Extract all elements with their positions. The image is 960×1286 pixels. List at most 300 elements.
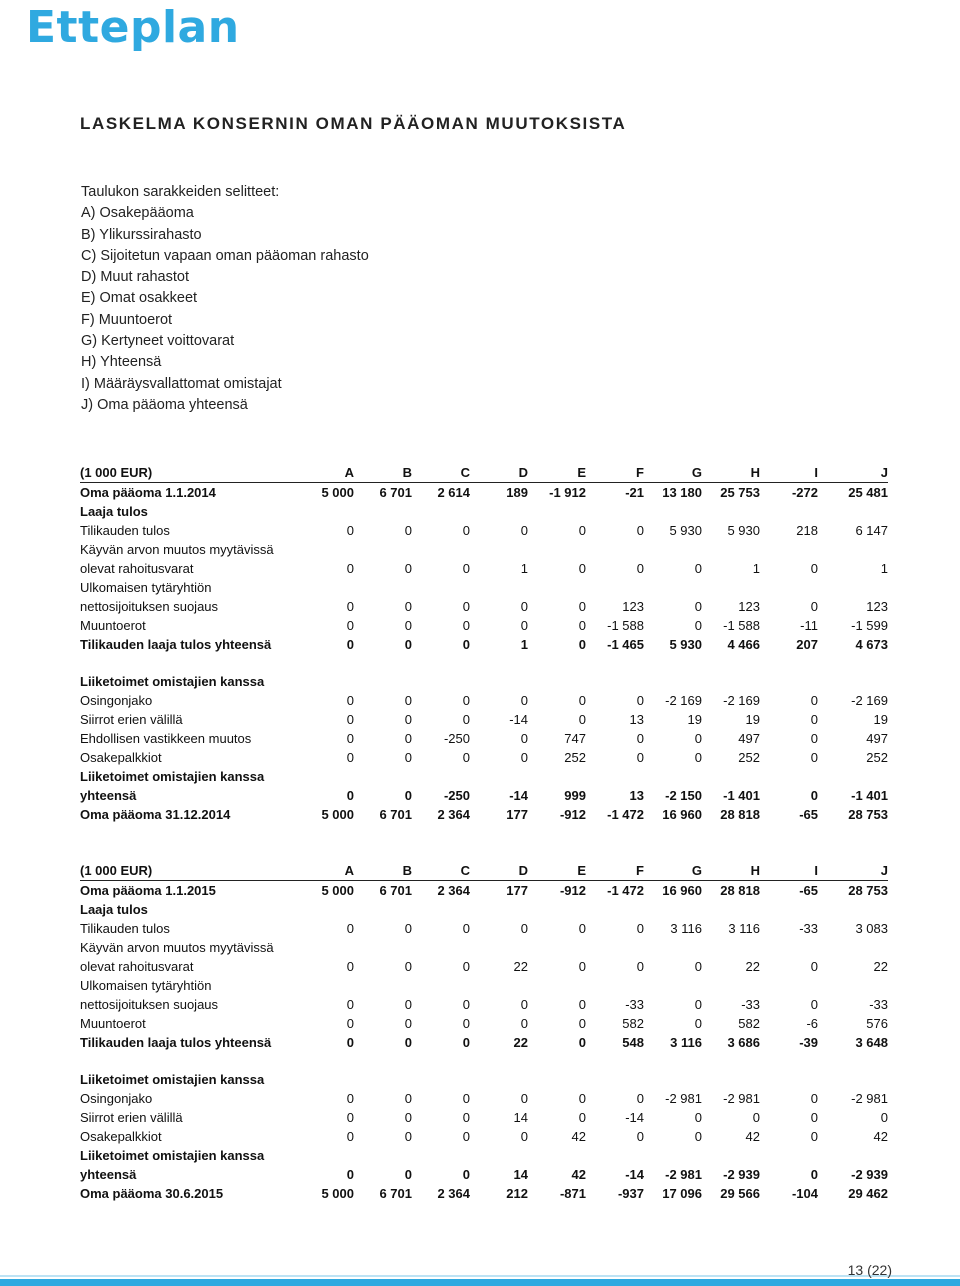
cell-value [354, 502, 412, 521]
cell-value: 747 [564, 731, 586, 746]
legend-item-f: F) Muuntoerot [81, 311, 173, 328]
cell-value: -2 981 [665, 1167, 702, 1182]
cell-value: 3 116 [670, 921, 702, 936]
cell-value [760, 1146, 818, 1165]
cell-value: 0 [462, 1129, 470, 1144]
cell-value: 13 [629, 788, 644, 803]
cell-value [528, 502, 586, 521]
cell-value: -2 150 [665, 788, 702, 803]
cell-value: 0 [578, 712, 586, 727]
cell-value: 0 [636, 959, 644, 974]
cell-value: -6 [806, 1016, 818, 1031]
row-label: Tilikauden tulos [80, 921, 170, 936]
header-col-e: E [528, 463, 586, 483]
cell-value: 22 [513, 1035, 528, 1050]
cell-value: 0 [578, 693, 586, 708]
cell-value: 4 673 [855, 637, 888, 652]
cell-value [644, 1070, 702, 1089]
cell-value [298, 540, 354, 559]
cell-value: 0 [880, 1110, 888, 1125]
cell-value: 0 [636, 693, 644, 708]
table-row [80, 521, 888, 540]
cell-value: 123 [622, 599, 644, 614]
cell-value [354, 976, 412, 995]
cell-value: 0 [810, 712, 818, 727]
cell-value: 0 [810, 1091, 818, 1106]
footer-divider-light [0, 1275, 960, 1277]
cell-value: 0 [636, 523, 644, 538]
cell-value: 0 [578, 523, 586, 538]
cell-value: -21 [625, 485, 644, 500]
cell-value: 0 [346, 1129, 354, 1144]
row-label: Tilikauden laaja tulos yhteensä [80, 637, 272, 652]
row-label: Osingonjako [80, 1091, 153, 1106]
row-label: Oma pääoma 1.1.2015 [80, 883, 216, 898]
cell-value: 0 [520, 997, 528, 1012]
cell-value: 218 [796, 523, 818, 538]
cell-value [586, 672, 644, 691]
row-label: Oma pääoma 31.12.2014 [80, 807, 231, 822]
cell-value [412, 976, 470, 995]
legend-item-g: G) Kertyneet voittovarat [81, 333, 235, 350]
cell-value: 0 [462, 1035, 470, 1050]
cell-value [702, 578, 760, 597]
cell-value: 0 [462, 618, 470, 633]
cell-value: 0 [578, 997, 586, 1012]
cell-value: 0 [404, 1110, 412, 1125]
cell-value [702, 900, 760, 919]
cell-value: 252 [738, 750, 760, 765]
cell-value: -2 981 [723, 1091, 760, 1106]
cell-value: 3 116 [670, 1035, 702, 1050]
cell-value: 19 [873, 712, 888, 727]
cell-value [760, 767, 818, 786]
cell-value [528, 672, 586, 691]
cell-value [818, 1146, 888, 1165]
cell-value: 0 [404, 523, 412, 538]
row-label: Muuntoerot [80, 618, 146, 633]
row-label: Oma pääoma 1.1.2014 [80, 485, 216, 500]
cell-value: -1 472 [607, 883, 644, 898]
cell-value: 0 [520, 1129, 528, 1144]
table-row [80, 1070, 888, 1089]
cell-value [298, 767, 354, 786]
cell-value: 28 818 [720, 807, 760, 822]
cell-value: 0 [636, 561, 644, 576]
cell-value: 0 [694, 599, 702, 614]
cell-value: 0 [810, 693, 818, 708]
cell-value [528, 900, 586, 919]
cell-value: 0 [404, 750, 412, 765]
cell-value [586, 976, 644, 995]
cell-value: -250 [443, 788, 470, 803]
cell-value: 0 [404, 1129, 412, 1144]
row-label: Laaja tulos [80, 902, 148, 917]
cell-value: 19 [687, 712, 702, 727]
cell-value [760, 938, 818, 957]
page-title: LASKELMA KONSERNIN OMAN PÄÄOMAN MUUTOKSISTA [80, 114, 627, 133]
cell-value: 207 [796, 637, 818, 652]
cell-value: 5 000 [321, 485, 354, 500]
row-label: Siirrot erien välillä [80, 712, 183, 727]
cell-value [354, 578, 412, 597]
cell-value: 28 753 [848, 883, 888, 898]
cell-value [760, 502, 818, 521]
cell-value: 0 [462, 523, 470, 538]
table-row [80, 559, 888, 578]
cell-value [586, 938, 644, 957]
cell-value [644, 1146, 702, 1165]
cell-value: -1 465 [607, 637, 644, 652]
cell-value [412, 502, 470, 521]
cell-value [818, 502, 888, 521]
row-label: Oma pääoma 30.6.2015 [80, 1186, 224, 1201]
cell-value: -272 [791, 485, 818, 500]
cell-value: 582 [738, 1016, 760, 1031]
cell-value: 3 686 [727, 1035, 760, 1050]
etteplan-logo: Etteplan [26, 2, 240, 53]
cell-value [412, 540, 470, 559]
table-row [80, 502, 888, 521]
cell-value [354, 672, 412, 691]
cell-value: -33 [799, 921, 818, 936]
cell-value [644, 976, 702, 995]
cell-value: 5 930 [669, 523, 702, 538]
cell-value [702, 502, 760, 521]
cell-value [412, 900, 470, 919]
legend-item-d: D) Muut rahastot [81, 269, 189, 286]
table-row [80, 767, 888, 786]
table-row [80, 748, 888, 767]
cell-value: 0 [578, 561, 586, 576]
table-row [80, 672, 888, 691]
row-label: olevat rahoitusvarat [80, 959, 194, 974]
column-legend [81, 182, 369, 416]
cell-value: 0 [404, 561, 412, 576]
cell-value [702, 976, 760, 995]
cell-value: 29 462 [848, 1186, 888, 1201]
cell-value: 1 [880, 561, 888, 576]
header-col-j: J [818, 861, 888, 881]
cell-value: 42 [571, 1129, 586, 1144]
cell-value: 0 [462, 1091, 470, 1106]
cell-value: -39 [799, 1035, 818, 1050]
cell-value [470, 938, 528, 957]
cell-value: 0 [694, 731, 702, 746]
legend-item-j: J) Oma pääoma yhteensä [81, 396, 248, 413]
header-col-h: H [702, 861, 760, 881]
cell-value [412, 938, 470, 957]
cell-value [528, 976, 586, 995]
cell-value: 582 [622, 1016, 644, 1031]
row-label: Ulkomaisen tytäryhtiön [80, 580, 212, 595]
cell-value: 0 [520, 599, 528, 614]
cell-value: 212 [506, 1186, 528, 1201]
cell-value: -1 401 [723, 788, 760, 803]
table-row [80, 786, 888, 805]
legend-item-h: H) Yhteensä [81, 354, 162, 371]
cell-value: 0 [520, 1091, 528, 1106]
cell-value: 0 [462, 693, 470, 708]
cell-value: 576 [866, 1016, 888, 1031]
header-col-b: B [354, 463, 412, 483]
cell-value: 0 [752, 1110, 760, 1125]
cell-value: 0 [578, 959, 586, 974]
cell-value: -871 [559, 1186, 586, 1201]
cell-value: -2 169 [851, 693, 888, 708]
table-row [80, 900, 888, 919]
cell-value: 0 [404, 921, 412, 936]
cell-value: 13 [629, 712, 644, 727]
cell-value [470, 1146, 528, 1165]
table-row [80, 1165, 888, 1184]
cell-value: 13 180 [662, 485, 702, 500]
spacer-row [80, 1052, 888, 1070]
cell-value [354, 1146, 412, 1165]
cell-value: 0 [636, 750, 644, 765]
cell-value [528, 578, 586, 597]
cell-value: 14 [513, 1167, 528, 1182]
cell-value: 0 [462, 599, 470, 614]
cell-value [470, 767, 528, 786]
row-label: Osakepalkkiot [80, 750, 162, 765]
cell-value: 0 [462, 1167, 470, 1182]
row-label: Ehdollisen vastikkeen muutos [80, 731, 252, 746]
cell-value [644, 540, 702, 559]
cell-value: 0 [404, 959, 412, 974]
cell-value: 0 [346, 712, 354, 727]
cell-value: 123 [866, 599, 888, 614]
cell-value [760, 1070, 818, 1089]
cell-value: 0 [404, 1091, 412, 1106]
cell-value [818, 976, 888, 995]
row-label: Siirrot erien välillä [80, 1110, 183, 1125]
header-col-h: H [702, 463, 760, 483]
cell-value: 0 [810, 1129, 818, 1144]
cell-value: 0 [694, 959, 702, 974]
cell-value [702, 1070, 760, 1089]
table-row [80, 919, 888, 938]
cell-value: 0 [520, 523, 528, 538]
cell-value: 0 [346, 921, 354, 936]
cell-value: 0 [694, 750, 702, 765]
cell-value: 0 [578, 637, 586, 652]
legend-item-i: I) Määräysvallattomat omistajat [81, 375, 282, 392]
cell-value: 0 [462, 750, 470, 765]
equity-changes-table-2014 [80, 463, 888, 824]
cell-value: -11 [800, 618, 818, 633]
cell-value [470, 900, 528, 919]
legend-item-b: B) Ylikurssirahasto [81, 226, 202, 243]
cell-value: 0 [810, 599, 818, 614]
cell-value: 0 [404, 1167, 412, 1182]
table-row [80, 1146, 888, 1165]
cell-value: 5 000 [321, 1186, 354, 1201]
cell-value: 0 [810, 750, 818, 765]
table-row [80, 729, 888, 748]
cell-value: 0 [346, 561, 354, 576]
cell-value [702, 672, 760, 691]
row-label: Ulkomaisen tytäryhtiön [80, 978, 212, 993]
cell-value: -1 588 [607, 618, 644, 633]
cell-value: 0 [520, 618, 528, 633]
row-label: Osingonjako [80, 693, 153, 708]
row-label: olevat rahoitusvarat [80, 561, 194, 576]
cell-value: 0 [346, 618, 354, 633]
cell-value [470, 540, 528, 559]
legend-heading: Taulukon sarakkeiden selitteet: [81, 184, 280, 200]
cell-value [528, 1070, 586, 1089]
cell-value [528, 767, 586, 786]
header-col-c: C [412, 463, 470, 483]
cell-value: 0 [346, 788, 354, 803]
cell-value [644, 578, 702, 597]
cell-value: 0 [810, 561, 818, 576]
cell-value: -14 [625, 1110, 644, 1125]
cell-value: -2 169 [665, 693, 702, 708]
cell-value [586, 1070, 644, 1089]
cell-value: 22 [873, 959, 888, 974]
cell-value: 5 930 [669, 637, 702, 652]
cell-value: -14 [509, 788, 528, 803]
table-row [80, 483, 888, 503]
cell-value: 0 [636, 731, 644, 746]
cell-value [298, 578, 354, 597]
cell-value: 0 [694, 561, 702, 576]
cell-value: 123 [738, 599, 760, 614]
cell-value: -14 [509, 712, 528, 727]
cell-value [818, 938, 888, 957]
cell-value: 0 [578, 921, 586, 936]
table-row [80, 635, 888, 654]
cell-value: 1 [752, 561, 760, 576]
cell-value [644, 767, 702, 786]
cell-value [644, 900, 702, 919]
cell-value: -912 [559, 807, 586, 822]
cell-value: 0 [636, 1091, 644, 1106]
cell-value: 0 [346, 1035, 354, 1050]
cell-value [702, 767, 760, 786]
table-row [80, 938, 888, 957]
cell-value: 1 [520, 561, 528, 576]
cell-value: 0 [462, 637, 470, 652]
cell-value: 0 [346, 599, 354, 614]
table-row [80, 881, 888, 901]
legend-item-c: C) Sijoitetun vapaan oman pääoman rahasto [81, 247, 369, 264]
cell-value: 252 [866, 750, 888, 765]
cell-value [702, 540, 760, 559]
cell-value: 0 [578, 599, 586, 614]
cell-value [298, 900, 354, 919]
cell-value: 497 [866, 731, 888, 746]
cell-value: 4 466 [727, 637, 760, 652]
cell-value: -2 981 [665, 1091, 702, 1106]
header-col-i: I [760, 463, 818, 483]
cell-value [412, 578, 470, 597]
cell-value [298, 1146, 354, 1165]
cell-value [760, 976, 818, 995]
page-number: 13 (22) [847, 1262, 892, 1278]
table-header-row [80, 463, 888, 483]
row-label: Tilikauden laaja tulos yhteensä [80, 1035, 272, 1050]
header-col-a: A [298, 463, 354, 483]
cell-value: -2 939 [723, 1167, 760, 1182]
cell-value [760, 672, 818, 691]
cell-value: 0 [636, 921, 644, 936]
cell-value: 0 [346, 523, 354, 538]
cell-value: 0 [520, 693, 528, 708]
cell-value: 0 [462, 1016, 470, 1031]
cell-value: -1 472 [607, 807, 644, 822]
header-col-c: C [412, 861, 470, 881]
table-row [80, 597, 888, 616]
cell-value: -65 [799, 883, 818, 898]
cell-value: 0 [346, 997, 354, 1012]
cell-value: 0 [346, 1167, 354, 1182]
cell-value: 0 [810, 997, 818, 1012]
cell-value: 0 [694, 1016, 702, 1031]
row-label: Liiketoimet omistajien kanssa [80, 674, 265, 689]
cell-value: 0 [404, 618, 412, 633]
cell-value: 0 [346, 1016, 354, 1031]
cell-value [818, 578, 888, 597]
cell-value: 0 [694, 1110, 702, 1125]
header-col-f: F [586, 861, 644, 881]
header-col-d: D [470, 861, 528, 881]
cell-value: -65 [799, 807, 818, 822]
table-header-row [80, 861, 888, 881]
cell-value: 42 [571, 1167, 586, 1182]
cell-value: -937 [617, 1186, 644, 1201]
cell-value [470, 1070, 528, 1089]
cell-value [760, 540, 818, 559]
cell-value: 0 [462, 959, 470, 974]
cell-value: 0 [404, 731, 412, 746]
cell-value: 0 [462, 1110, 470, 1125]
row-label: yhteensä [80, 788, 137, 803]
cell-value: 0 [810, 959, 818, 974]
header-col-d: D [470, 463, 528, 483]
cell-value: 29 566 [720, 1186, 760, 1201]
cell-value: -33 [869, 997, 888, 1012]
cell-value: 0 [520, 921, 528, 936]
legend-item-a: A) Osakepääoma [81, 205, 194, 222]
table-row [80, 616, 888, 635]
table-row [80, 1184, 888, 1203]
cell-value [818, 540, 888, 559]
cell-value: 0 [462, 997, 470, 1012]
cell-value [470, 502, 528, 521]
cell-value: 6 147 [855, 523, 888, 538]
cell-value: 0 [810, 788, 818, 803]
cell-value: -1 912 [549, 485, 586, 500]
cell-value: 6 701 [379, 1186, 412, 1201]
cell-value: 3 648 [855, 1035, 888, 1050]
cell-value: 0 [346, 731, 354, 746]
cell-value: 0 [346, 637, 354, 652]
cell-value [470, 672, 528, 691]
spacer-row [80, 654, 888, 672]
cell-value: 0 [404, 788, 412, 803]
cell-value: 0 [694, 618, 702, 633]
cell-value: 14 [513, 1110, 528, 1125]
cell-value: 0 [636, 1129, 644, 1144]
cell-value: 0 [462, 921, 470, 936]
table-row [80, 995, 888, 1014]
cell-value [818, 1070, 888, 1089]
cell-value [702, 938, 760, 957]
row-label: Liiketoimet omistajien kanssa [80, 1148, 265, 1163]
